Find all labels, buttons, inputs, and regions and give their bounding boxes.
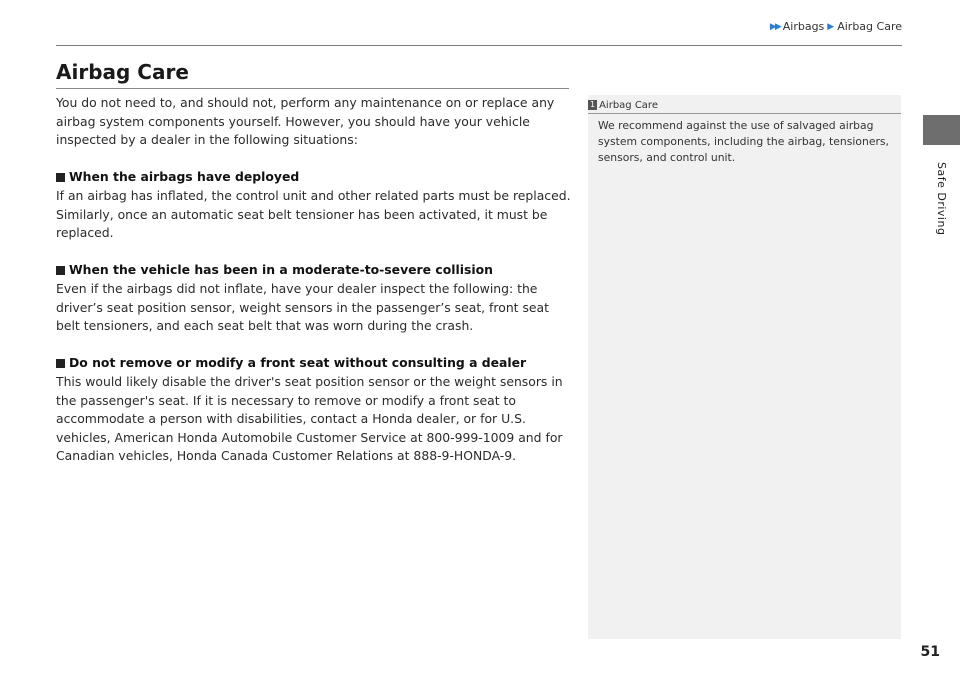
sidebar-note-title: Airbag Care (599, 99, 658, 111)
section-body: If an airbag has inflated, the control unit and other related parts must be replaced. Similarly, once an automatic seat belt tensioner has been activated, it must be replaced. (56, 187, 571, 241)
sidebar-note (588, 95, 901, 639)
section-heading (56, 354, 571, 373)
square-bullet-icon (56, 359, 65, 368)
section-collision (56, 261, 571, 335)
header-divider (56, 45, 902, 46)
section-airbags-deployed (56, 168, 571, 242)
section-heading (56, 261, 571, 280)
title-divider (56, 88, 569, 89)
breadcrumb-item-airbags[interactable]: Airbags (782, 20, 825, 33)
section-heading-text: When the airbags have deployed (69, 169, 300, 185)
square-bullet-icon (56, 173, 65, 182)
arrow-icon: ▶ (827, 21, 835, 32)
section-heading-text: Do not remove or modify a front seat without consulting a dealer (69, 355, 527, 371)
page-number: 51 (920, 644, 940, 660)
section-heading-text: When the vehicle has been in a moderate-to-severe collision (69, 262, 493, 278)
section-side-label: Safe Driving (935, 162, 948, 236)
sidebar-note-text: We recommend against the use of salvaged airbag system components, including the airbag, tensioners, sensors, and control unit. (598, 119, 889, 164)
main-content (56, 94, 571, 484)
breadcrumb (770, 20, 902, 33)
section-front-seat (56, 354, 571, 466)
sidebar-note-header (588, 95, 901, 114)
note-number-badge: 1 (590, 100, 596, 109)
double-arrow-icon: ▶▶ (769, 21, 780, 32)
page-title: Airbag Care (56, 60, 189, 84)
intro-paragraph: You do not need to, and should not, perform any maintenance on or replace any airbag system components yourself. However, you should have your vehicle inspected by a dealer in the following situations: (56, 95, 555, 148)
square-bullet-icon (56, 266, 65, 275)
section-body: This would likely disable the driver's seat position sensor or the weight sensors in the passenger's seat. If it is necessary to remove or modify a front seat to accommodate a person with disabilities, contact a Honda dealer, or for U.S. vehicles, American Honda Automobile Customer Service at 800-999-1009 and for Canadian vehicles, Honda Canada Customer Relations at 888-9-HONDA-9. (56, 373, 563, 464)
section-heading (56, 168, 571, 187)
section-body: Even if the airbags did not inflate, have your dealer inspect the following: the driver’s seat position sensor, weight sensors in the passenger’s seat, front seat belt tensioners, and each seat belt that was worn during the crash. (56, 280, 549, 334)
section-tab-marker (923, 115, 960, 145)
breadcrumb-item-airbag-care[interactable]: Airbag Care (837, 20, 902, 33)
